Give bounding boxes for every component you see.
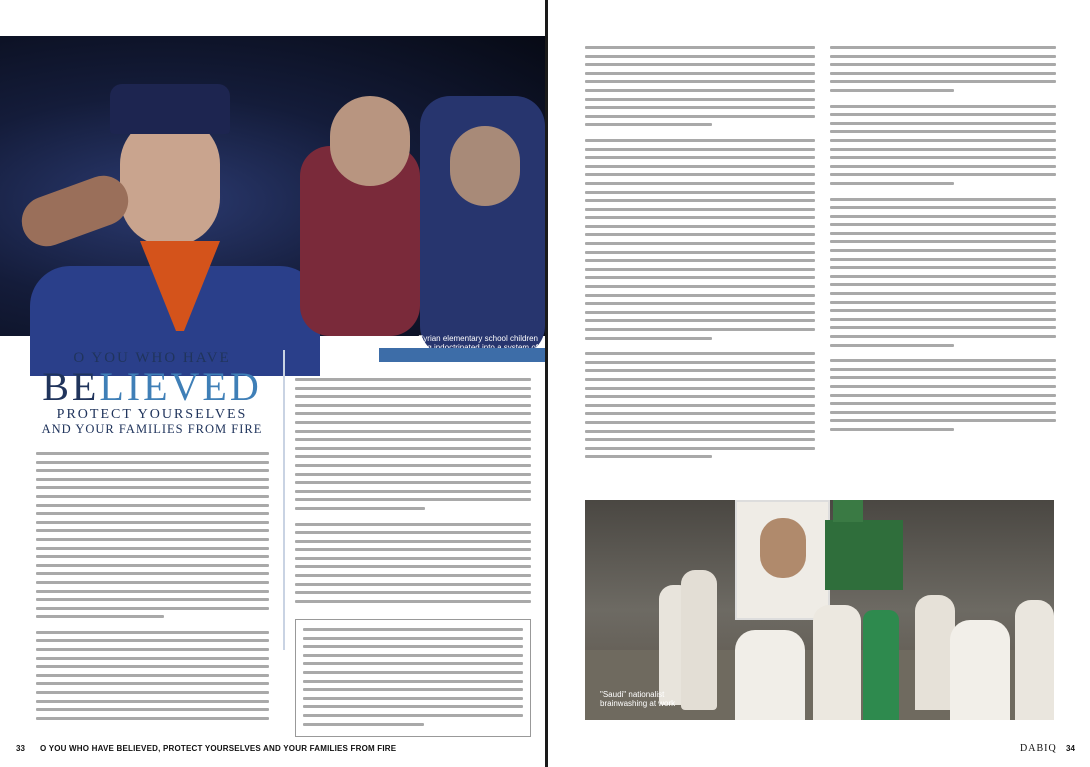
left-footer-title: O YOU WHO HAVE BELIEVED, PROTECT YOURSELVES AND YOUR FAMILIES FROM FIRE (40, 744, 397, 753)
boy-white-thobe-shape-4 (950, 620, 1010, 720)
boy-green-shape (863, 610, 899, 720)
title-line-3: PROTECT YOURSELVES (56, 407, 248, 422)
title-line-4: AND YOUR FAMILIES FROM FIRE (41, 422, 263, 436)
right-page (548, 0, 1090, 767)
footnote-box-blurred (295, 619, 531, 737)
right-page-number: 34 (1066, 744, 1075, 753)
green-flag-shape (833, 500, 863, 522)
article-title (34, 350, 270, 437)
column-divider (283, 350, 285, 650)
child-face-shape-3 (450, 126, 520, 206)
byline-bar (379, 348, 545, 362)
title-line-1: O YOU WHO HAVE (73, 350, 231, 366)
body-column-2-blurred (295, 378, 531, 608)
body-column-3-blurred (585, 46, 815, 464)
rally-photo-caption: "Saudi" nationalist brainwashing at work (600, 690, 676, 708)
title-big-word-accent: LIEVED (99, 364, 262, 409)
magazine-brand: DABIQ (1020, 743, 1057, 754)
child-cap-shape (110, 84, 230, 134)
portrait-face-shape (760, 518, 806, 578)
body-column-4-blurred (830, 46, 1056, 437)
saluting-hand-shape (15, 169, 135, 254)
hero-photo-caption: Syrian elementary school children (417, 334, 538, 343)
hero-photo-schoolchildren (0, 36, 545, 343)
boy-white-thobe-shape-2 (681, 570, 717, 710)
body-column-1-blurred (36, 452, 269, 725)
boy-front-shape (735, 630, 805, 720)
green-flag-poster-shape (825, 520, 903, 590)
saudi-rally-photo (585, 500, 1054, 720)
title-big-word-pre: BE (42, 364, 100, 409)
title-big-word (34, 364, 270, 409)
boy-white-thobe-shape-3 (915, 595, 955, 710)
child-face-shape-2 (330, 96, 410, 186)
boy-front-shape-2 (813, 605, 861, 720)
boy-white-thobe-shape-5 (1015, 600, 1054, 720)
child-face-shape (120, 116, 220, 246)
left-page-number: 33 (16, 744, 25, 753)
